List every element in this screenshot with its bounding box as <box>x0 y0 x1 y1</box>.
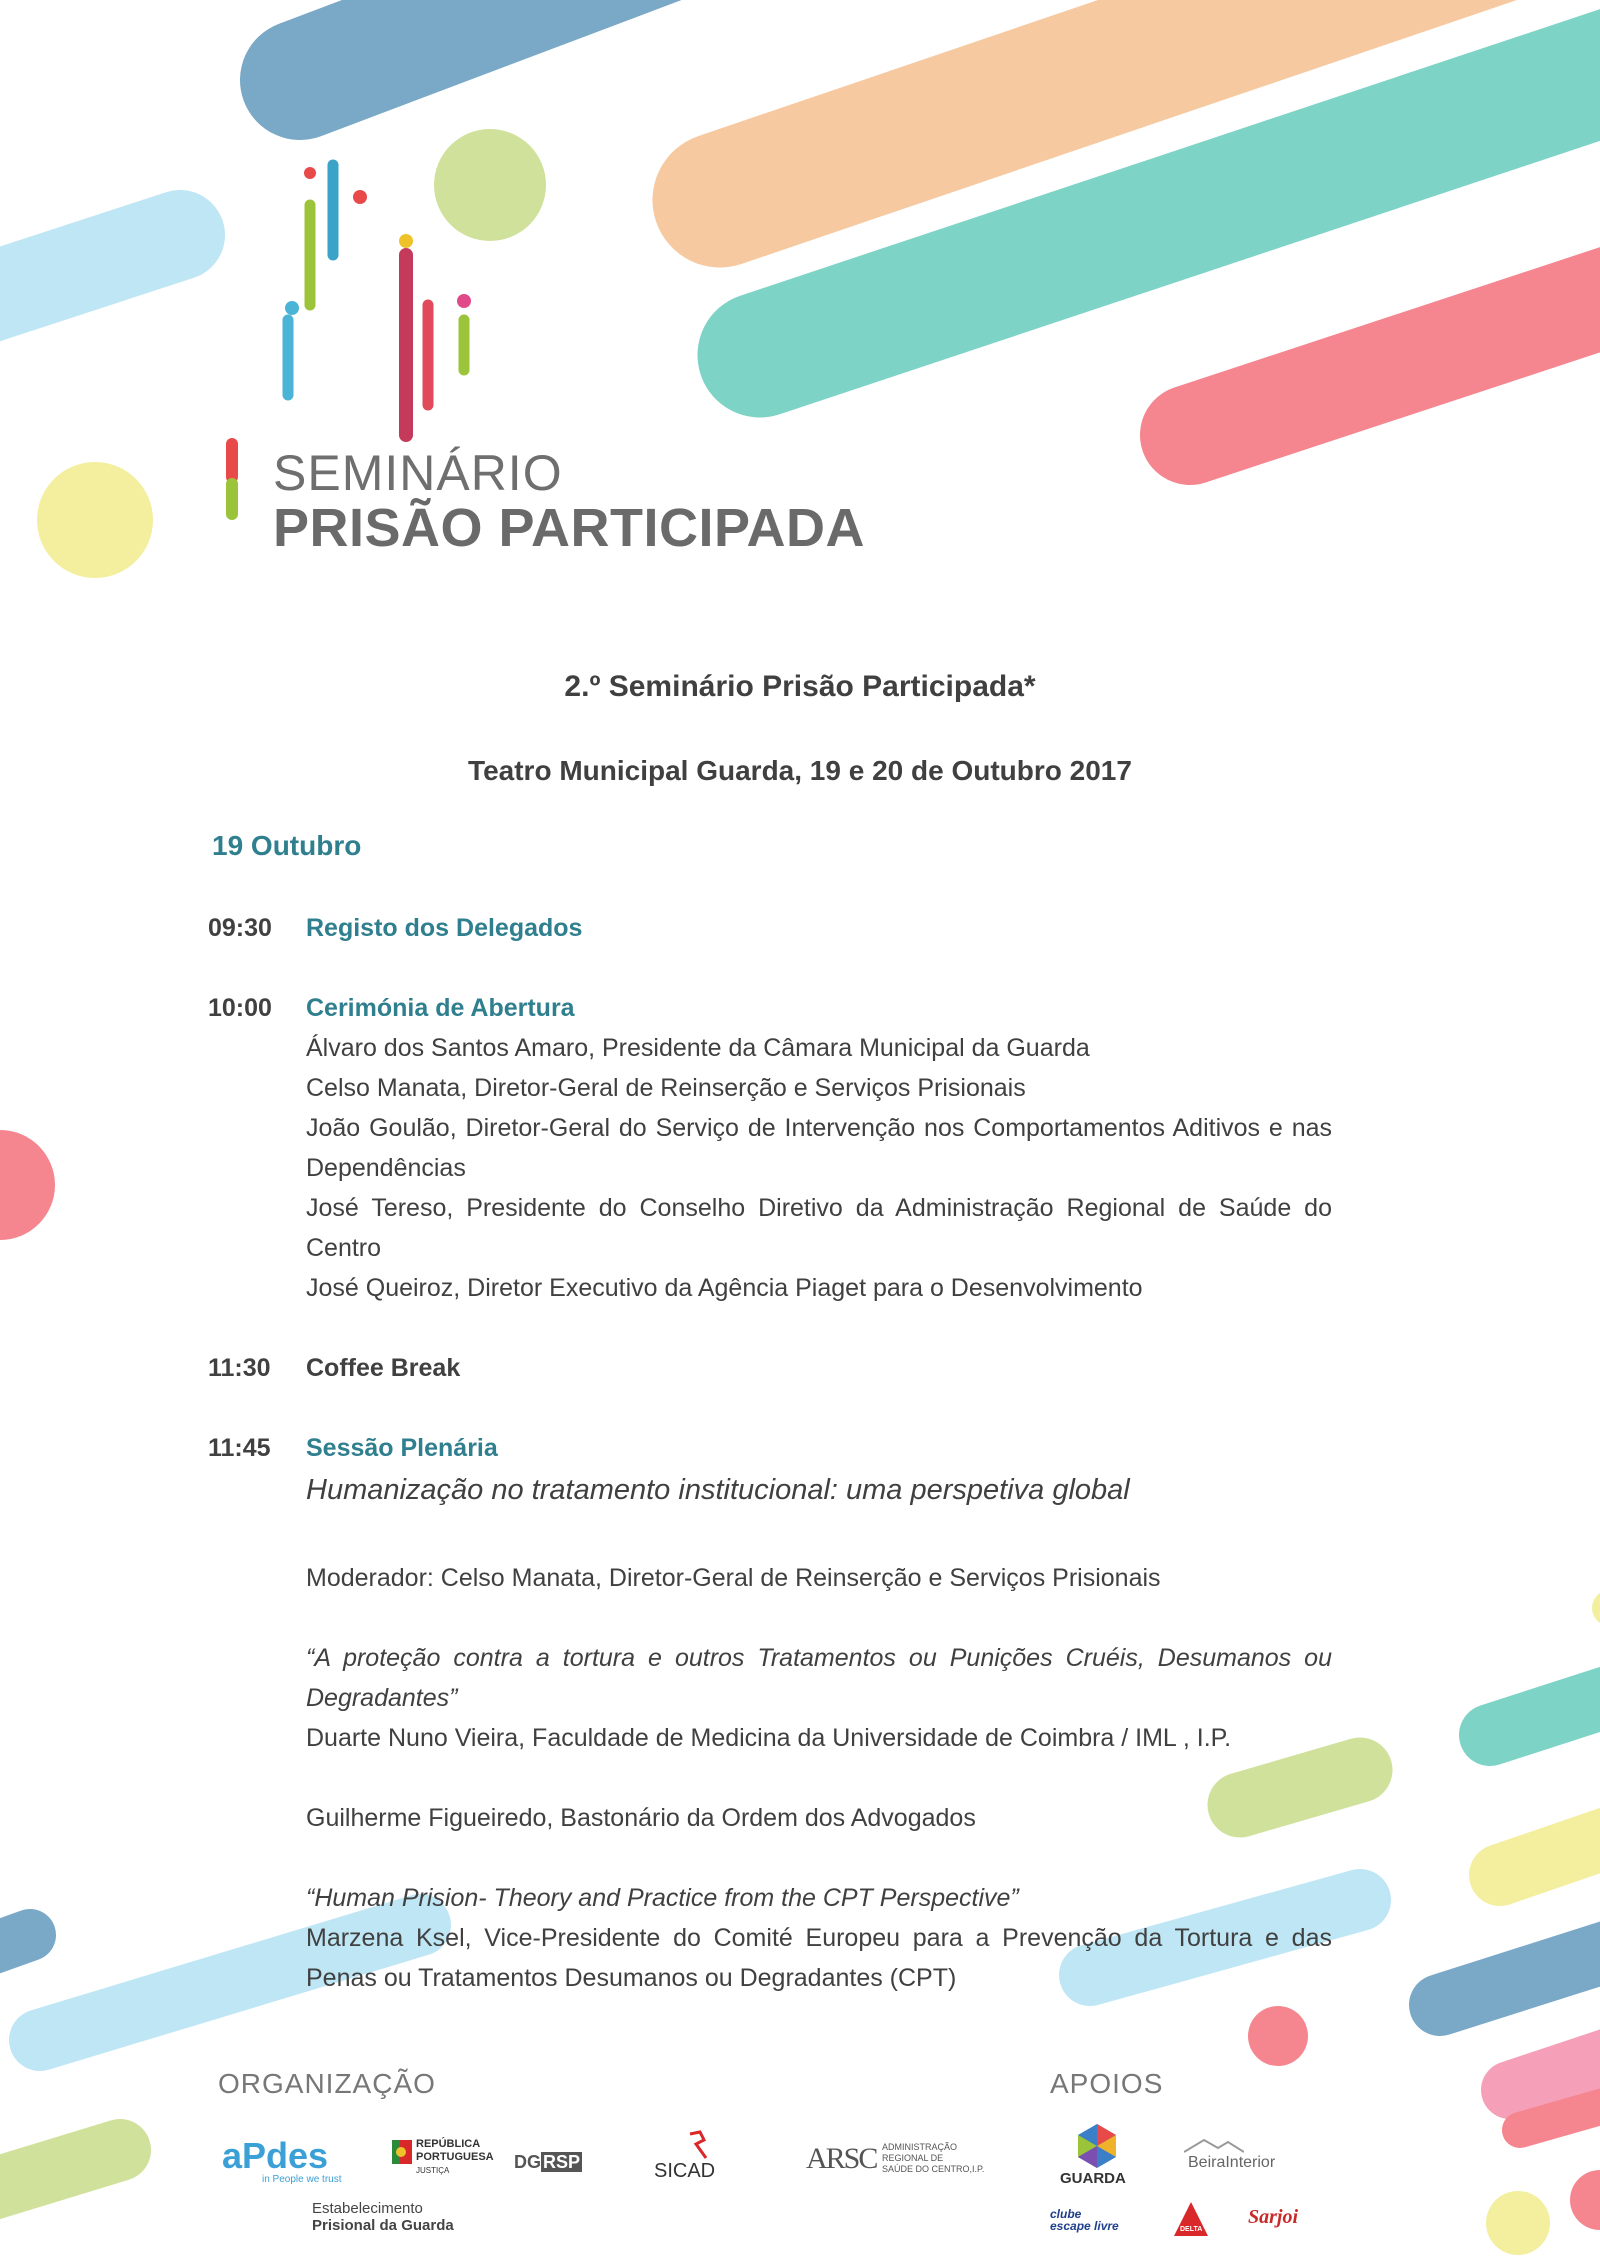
speaker-line: João Goulão, Diretor-Geral do Serviço de Intervenção nos Comportamentos Aditivos e nas Dependências <box>306 1114 1332 1182</box>
speaker-line: José Tereso, Presidente do Conselho Diretivo da Administração Regional de Saúde do Centro <box>306 1194 1332 1262</box>
stripe-lightblue-left <box>0 235 180 320</box>
page-subtitle: Teatro Municipal Guarda, 19 e 20 de Outubro 2017 <box>468 755 1132 786</box>
guarda-logo: GUARDA <box>1058 2122 1138 2190</box>
apdes-logo: aPdes in People we trust <box>222 2135 342 2185</box>
circle-yellow-right <box>1592 1590 1600 1626</box>
plenaria-theme: Humanização no tratamento institucional: uma perspetiva global <box>306 1474 1130 1506</box>
logo-text-seminario: SEMINÁRIO <box>273 445 563 501</box>
stripe-lime-bottom-left <box>0 2150 120 2205</box>
stripe-teal-bottom <box>1490 1680 1600 1735</box>
talk-speaker: Duarte Nuno Vieira, Faculdade de Medicina da Universidade de Coimbra / IML , I.P. <box>306 1724 1232 1752</box>
page-title: 2.º Seminário Prisão Participada* <box>564 670 1036 703</box>
stripe-pink-bottom-right <box>1510 2040 1600 2090</box>
day-heading: 19 Outubro <box>212 830 362 861</box>
delta-logo: DELTA <box>1172 2200 1212 2244</box>
speaker-line: Álvaro dos Santos Amaro, Presidente da Câmara Municipal da Guarda <box>306 1034 1090 1062</box>
time-coffee: 11:30 <box>208 1354 271 1382</box>
time-abertura: 10:00 <box>208 994 272 1022</box>
time-plenaria: 11:45 <box>208 1434 271 1462</box>
dgrsp-logo: DG RSP <box>514 2152 581 2172</box>
session-abertura: Cerimónia de Abertura <box>306 994 575 1022</box>
seminario-logo-mark <box>278 145 488 445</box>
circle-pink-bottom <box>1248 2006 1308 2066</box>
circle-yellow-bottom <box>1486 2191 1550 2255</box>
stripe-blue-bottom-right <box>1440 1935 1600 2005</box>
stripe-pink-top <box>1190 280 1600 435</box>
beira-interior-logo: BeiraInterior <box>1184 2138 1314 2178</box>
talk-speaker: Marzena Ksel, Vice-Presidente do Comité Europeu para a Prevenção da Tortura e das Penas ou Tratamentos Desumanos ou Degradantes (CPT) <box>306 1924 1332 1992</box>
clube-escape-livre-logo: clube escape livre <box>1050 2207 1119 2233</box>
organizacao-label: ORGANIZAÇÃO <box>218 2068 436 2099</box>
republica-portuguesa-logo: REPÚBLICA PORTUGUESA JUSTIÇA <box>392 2138 502 2188</box>
logo-text-prisao-participada: PRISÃO PARTICIPADA <box>273 498 866 558</box>
session-plenaria: Sessão Plenária <box>306 1434 498 1462</box>
time-registo: 09:30 <box>208 914 272 942</box>
moderator-line: Moderador: Celso Manata, Diretor-Geral de Reinserção e Serviços Prisionais <box>306 1564 1161 1592</box>
session-registo: Registo dos Delegados <box>306 914 583 942</box>
session-coffee: Coffee Break <box>306 1354 461 1382</box>
talk-speaker: Guilherme Figueiredo, Bastonário da Ordem dos Advogados <box>306 1804 976 1832</box>
sicad-logo: SICAD <box>654 2130 774 2190</box>
ars-centro-logo: ARSC ADMINISTRAÇÃO REGIONAL DE SAÚDE DO CENTRO,I.P. <box>806 2142 985 2175</box>
circle-yellow-left <box>37 462 153 578</box>
circle-pink-bottom-edge <box>1570 2170 1600 2230</box>
apoios-label: APOIOS <box>1050 2068 1164 2099</box>
talk-title: “Human Prision- Theory and Practice from the CPT Perspective” <box>306 1884 1019 1912</box>
speaker-line: José Queiroz, Diretor Executivo da Agência Piaget para o Desenvolvimento <box>306 1274 1143 1302</box>
ep-guarda-logo: Estabelecimento Prisional da Guarda <box>312 2200 454 2234</box>
talk-title: “A proteção contra a tortura e outros Tratamentos ou Punições Cruéis, Desumanos ou Degradantes” <box>306 1644 1332 1712</box>
sarjoi-logo: Sarjoi <box>1248 2206 1299 2228</box>
circle-pink-left <box>0 1130 55 1240</box>
speaker-line: Celso Manata, Diretor-Geral de Reinserção e Serviços Prisionais <box>306 1074 1026 1102</box>
stripe-yellow-bottom <box>1500 1820 1600 1875</box>
stripe-blue-left <box>0 1935 30 1960</box>
logo-side-bar <box>226 438 238 520</box>
